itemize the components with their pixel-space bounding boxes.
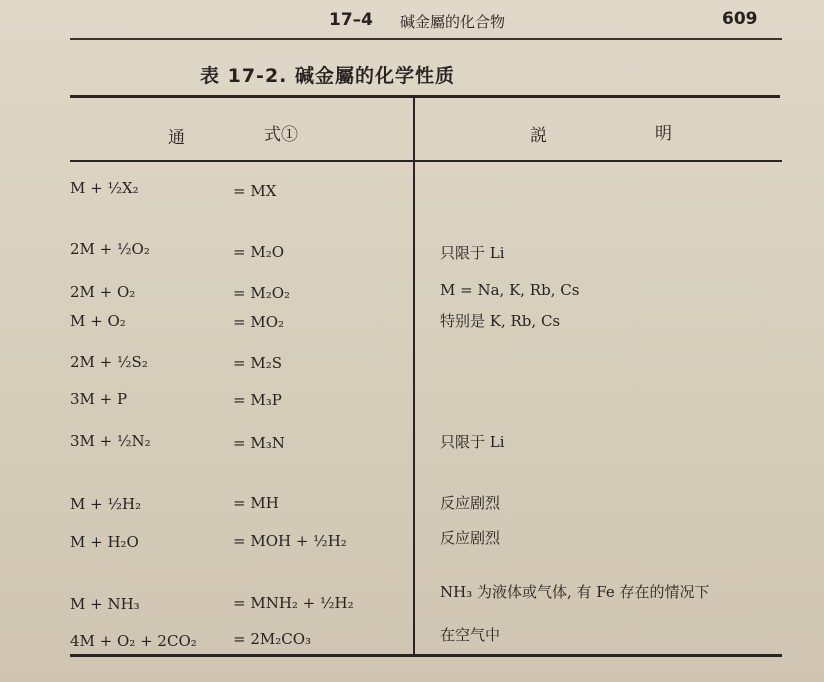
row-9-lhs: M + H₂O	[70, 533, 139, 551]
row-8-rhs: = MH	[233, 494, 279, 512]
row-5-lhs: 2M + ½S₂	[70, 353, 148, 371]
row-10-rhs: = MNH₂ + ½H₂	[233, 594, 354, 612]
table-top-rule	[70, 95, 780, 98]
row-5-rhs: = M₂S	[233, 354, 282, 372]
table-header-rule	[70, 160, 782, 162]
table-title: 表 17-2. 碱金屬的化学性质	[200, 65, 455, 87]
row-3-rhs: = M₂O₂	[233, 284, 291, 302]
row-4-note: 特别是 K, Rb, Cs	[440, 312, 561, 330]
column-header-note-1: 説	[530, 126, 547, 146]
row-6-rhs: = M₃P	[233, 391, 282, 409]
row-9-note: 反应剧烈	[440, 529, 501, 547]
row-7-rhs: = M₃N	[233, 434, 285, 452]
row-2-rhs: = M₂O	[233, 243, 285, 261]
column-header-formula-1: 通	[168, 128, 185, 148]
row-9-rhs: = MOH + ½H₂	[233, 532, 347, 550]
column-header-note-2: 明	[655, 124, 672, 144]
row-11-note: 在空气中	[440, 626, 501, 644]
column-divider	[413, 98, 415, 654]
row-8-lhs: M + ½H₂	[70, 495, 142, 513]
row-6-lhs: 3M + P	[70, 390, 128, 408]
column-header-formula-2: 式①	[264, 125, 298, 145]
row-4-lhs: M + O₂	[70, 312, 126, 330]
table-bottom-rule	[70, 654, 782, 657]
header-rule	[70, 38, 782, 40]
row-3-note: M = Na, K, Rb, Cs	[440, 281, 580, 299]
row-1-rhs: = MX	[233, 182, 277, 200]
row-8-note: 反应剧烈	[440, 494, 501, 512]
row-10-lhs: M + NH₃	[70, 595, 140, 613]
row-1-lhs: M + ½X₂	[70, 179, 139, 197]
row-3-lhs: 2M + O₂	[70, 283, 136, 301]
row-2-lhs: 2M + ½O₂	[70, 240, 150, 258]
row-11-rhs: = 2M₂CO₃	[233, 630, 312, 648]
row-2-note: 只限于 Li	[440, 244, 505, 262]
row-10-note: NH₃ 为液体或气体, 有 Fe 存在的情况下	[440, 583, 710, 601]
row-4-rhs: = MO₂	[233, 313, 285, 331]
running-head: 碱金屬的化合物	[400, 13, 506, 31]
row-7-lhs: 3M + ½N₂	[70, 432, 151, 450]
row-7-note: 只限于 Li	[440, 433, 505, 451]
page-number: 609	[722, 9, 758, 29]
section-number: 17–4	[329, 10, 373, 30]
row-11-lhs: 4M + O₂ + 2CO₂	[70, 632, 197, 650]
